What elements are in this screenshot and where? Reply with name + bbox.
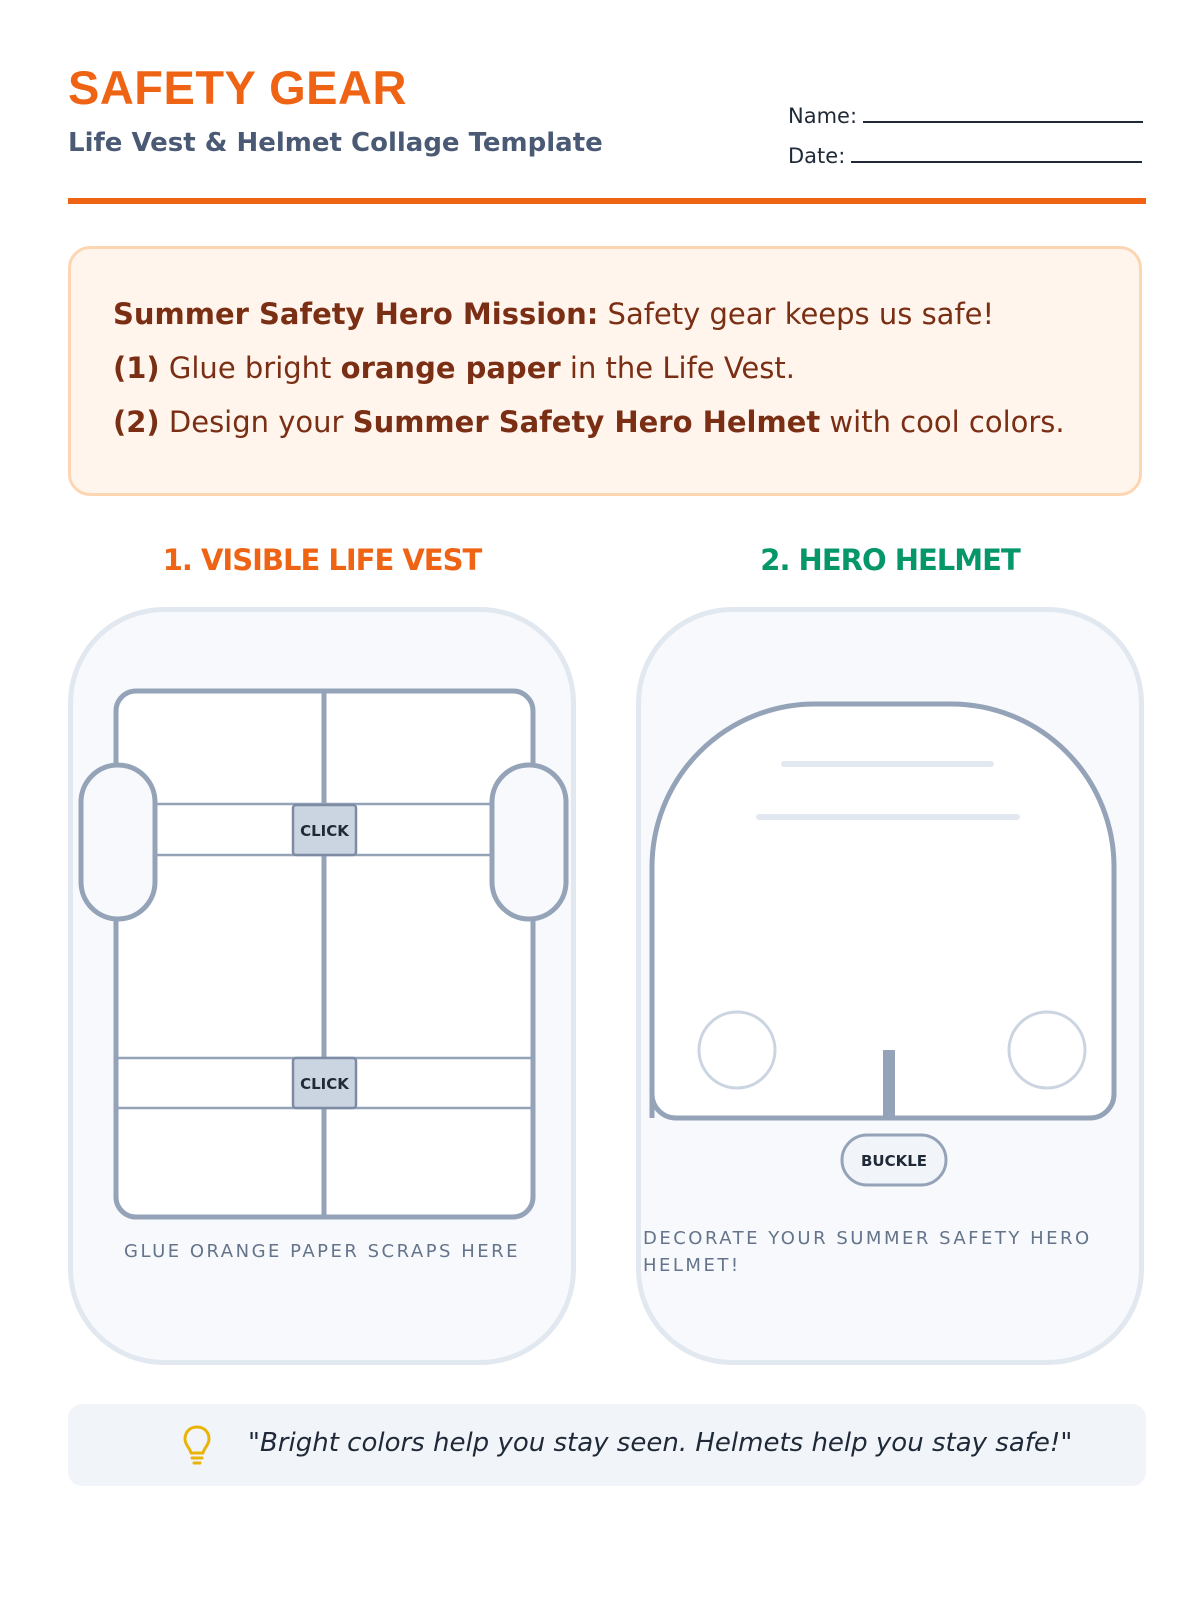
vest-caption: GLUE ORANGE PAPER SCRAPS HERE (124, 1241, 520, 1262)
step-2-emphasis: Summer Safety Hero Helmet (352, 405, 821, 439)
step-2-text-a: Design your (159, 405, 353, 439)
helmet-caption: DECORATE YOUR SUMMER SAFETY HERO HELMET! (643, 1228, 1092, 1276)
mission-line-1-text: Safety gear keeps us safe! (598, 297, 995, 331)
right-shoulder-pad (492, 765, 566, 919)
name-label: Name: (788, 104, 858, 128)
top-click-label: CLICK (300, 822, 349, 840)
header-divider (68, 198, 1146, 204)
mission-line-1 (113, 297, 995, 331)
tip-text: "Bright colors help you stay seen. Helmets help you stay safe!" (248, 1428, 1073, 1458)
mission-step-1 (113, 351, 795, 385)
chin-strap (883, 1050, 895, 1118)
right-ear-circle (1009, 1012, 1085, 1088)
step-1-text-b: in the Life Vest. (560, 351, 795, 385)
tip-bar (68, 1404, 1146, 1486)
step-1-emphasis: orange paper (340, 351, 561, 385)
page-title: SAFETY GEAR (68, 61, 407, 114)
mission-heading: Summer Safety Hero Mission: (113, 297, 599, 331)
date-field (788, 143, 1142, 167)
date-blank-line[interactable] (851, 143, 1142, 163)
vest-section-title: 1. VISIBLE LIFE VEST (162, 543, 482, 577)
step-1-number: (1) (113, 351, 160, 385)
step-1-text-a: Glue bright (159, 351, 341, 385)
lightbulb-icon (182, 1424, 212, 1468)
name-blank-line[interactable] (863, 103, 1143, 123)
left-shoulder-pad (81, 765, 155, 919)
page-subtitle: Life Vest & Helmet Collage Template (68, 128, 603, 158)
helmet-section-title: 2. HERO HELMET (760, 543, 1020, 577)
step-2-text-b: with cool colors. (820, 405, 1065, 439)
step-2-number: (2) (113, 405, 160, 439)
name-field (788, 103, 1143, 127)
helmet-panel[interactable] (636, 607, 1144, 1365)
bottom-click-label: CLICK (300, 1075, 349, 1093)
date-label: Date: (788, 144, 846, 168)
vest-panel[interactable] (68, 607, 576, 1365)
mission-step-2 (113, 405, 1065, 439)
left-ear-circle (699, 1012, 775, 1088)
buckle-label: BUCKLE (860, 1152, 928, 1170)
mission-box (68, 246, 1142, 496)
